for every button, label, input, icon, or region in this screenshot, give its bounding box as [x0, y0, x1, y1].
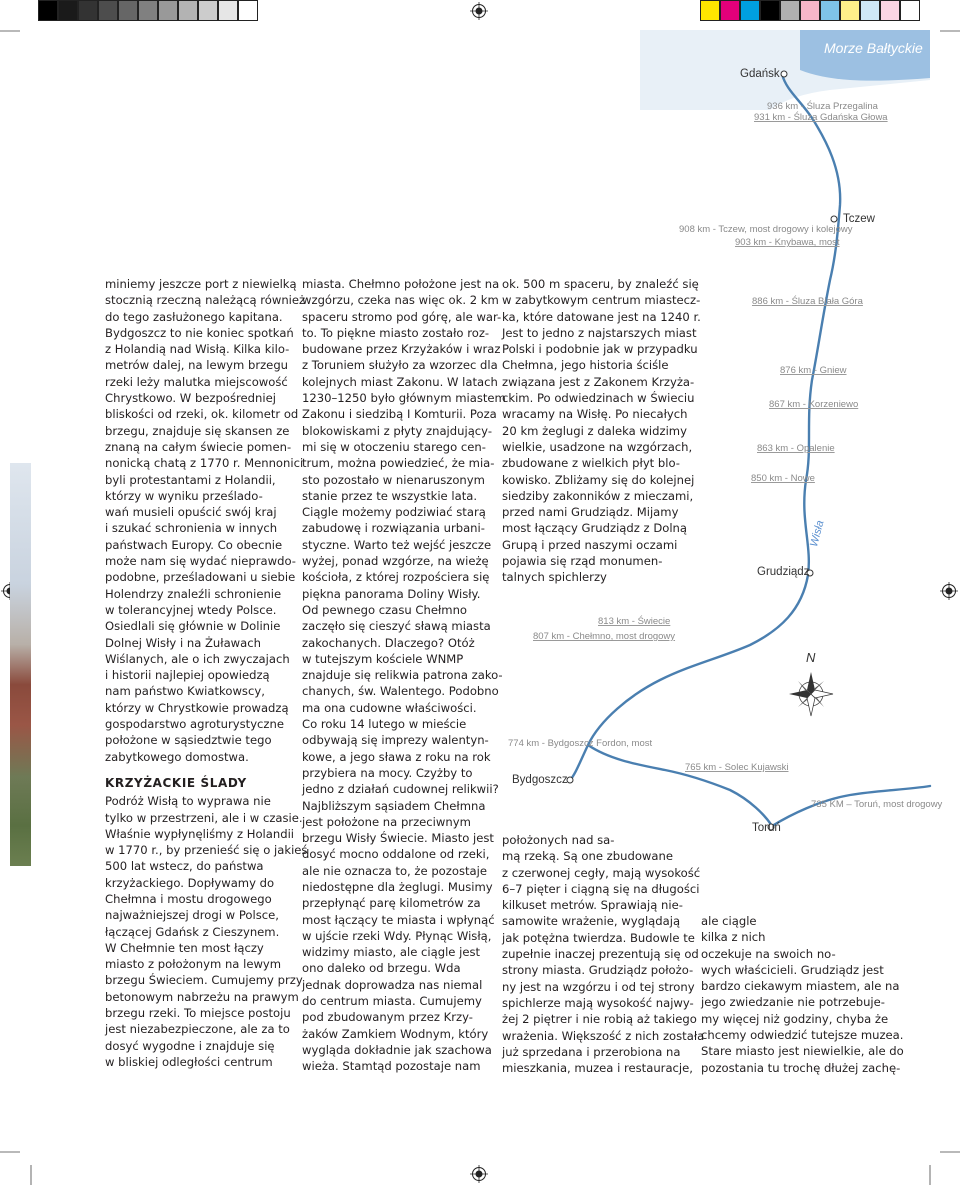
body-text-line: wieża. Stamtąd pozostaje nam: [302, 1059, 481, 1074]
body-text-line: bardzo ciekawym miastem, ale na: [701, 979, 900, 994]
body-text-line: miasta. Chełmno położone jest na: [302, 277, 500, 291]
km-label: 903 km - Knybawa, most: [735, 237, 840, 248]
body-text-line: rzeki leży malutka miejscowość: [105, 374, 288, 389]
body-text-line: spaceru stromo pod górę, ale war-: [302, 309, 502, 324]
text-column-2: [302, 276, 506, 1075]
body-text-line: 20 km żeglugi z daleka widzimy: [502, 423, 687, 438]
body-text-line: pod zbudowanym przez Krzy-: [302, 1010, 473, 1025]
compass-rose-icon: [789, 672, 833, 716]
body-text-line: miasto z położonym na lewym: [105, 957, 282, 972]
body-text-line: brzegu Wisły Świecie. Miasto jest: [302, 831, 494, 846]
km-label: 886 km - Śluza Biała Góra: [752, 296, 863, 307]
city-label-torun: Toruń: [752, 822, 781, 834]
km-label: 876 km - Gniew: [780, 365, 847, 376]
body-text-line: Chełmna, jego historia ściśle: [502, 358, 669, 373]
km-label: 908 km - Tczew, most drogowy i kolejowy: [679, 224, 853, 235]
text-column-3-continued: [502, 832, 704, 1076]
body-text-line: z Holandią nad Wisłą. Kilka kilo-: [105, 342, 290, 357]
body-text-line: państwach Europy. Co obecnie: [105, 537, 283, 552]
body-text-line: z czerwonej cegły, mają wysokość: [502, 865, 701, 880]
city-label-gdansk: Gdańsk: [740, 68, 780, 80]
body-text-line: Wiślanych, ale o ich zwyczajach: [105, 651, 290, 666]
body-text-line: w 1770 r., by przenieść się o jakieś: [105, 843, 308, 858]
body-text-line: najważniejszej drogi w Polsce,: [105, 908, 279, 923]
body-text-line: most łączący Grudziądz z Dolną: [502, 521, 688, 536]
body-text-line: jego zwiedzanie nie potrzebuje-: [701, 995, 885, 1010]
body-text-line: Co roku 14 lutego w mieście: [302, 717, 467, 732]
body-text-line: znajduje się relikwia patrona zako-: [302, 668, 503, 683]
body-text-line: do centrum miasta. Cumujemy: [302, 994, 482, 1009]
body-text-line: kilkuset metrów. Sprawiają nie-: [502, 898, 683, 913]
body-text-line: miniemy jeszcze port z niewielką: [105, 277, 297, 291]
body-text-line: ma ona cudowne właściwości.: [302, 700, 477, 715]
city-marker: [781, 71, 787, 77]
body-text-line: talnych spichlerzy: [502, 570, 607, 585]
body-text-line: w bliskiej odległości centrum: [105, 1054, 273, 1069]
body-text-line: ka, które datowane jest na 1240 r.: [502, 309, 701, 324]
body-text-line: z Toruniem służyło za wzorzec dla: [302, 358, 498, 373]
body-text-line: wyżej, ponad wzgórze, na wieżę: [302, 554, 489, 569]
body-text-line: Polski i podobnie jak w przypadku: [502, 342, 698, 357]
body-text-line: ale nie oznacza to, że pozostaje: [302, 863, 488, 878]
body-text-line: wrażenia. Większość z nich została: [502, 1028, 705, 1043]
body-text-line: to. To piękne miasto zostało roz-: [302, 325, 490, 340]
body-text-line: Jest to jedno z najstarszych miast: [502, 325, 697, 340]
body-text-line: W Chełmnie ten most łączy: [105, 940, 264, 955]
body-text-line: oczekuje na swoich no-: [701, 946, 836, 961]
body-text-line: którzy w wyniku prześlado-: [105, 488, 263, 503]
km-label: 774 km - Bydgoszcz Fordon, most: [508, 738, 653, 749]
body-text-line: wych właścicieli. Grudziądz jest: [701, 962, 884, 977]
body-text-line: zupełnie inaczej prezentują się od: [502, 947, 699, 962]
body-text-line: metrów dalej, na lewym brzegu: [105, 358, 289, 373]
text-column-3: [502, 276, 701, 586]
body-text-line: pozostania tu trochę dłużej zachę-: [701, 1060, 901, 1075]
body-text-line: byli protestantami z Holandii,: [105, 472, 276, 487]
km-label: 807 km - Chełmno, most drogowy: [533, 631, 676, 642]
body-text-line: w tolerancyjnej wtedy Polsce.: [105, 602, 277, 617]
body-text-line: w zabytkowym centrum miastecz-: [502, 293, 701, 308]
km-label: 863 km - Opalenie: [757, 443, 835, 454]
body-text-line: my więcej niż godziny, chyba że: [701, 1011, 889, 1026]
body-text-line: dosyć mocno oddalone od rzeki,: [302, 847, 490, 862]
body-text-line: wielkie, usadzone na wzgórzach,: [502, 439, 693, 454]
body-text-line: stocznią rzeczną należącą również: [105, 293, 306, 308]
body-text-line: odbywają się imprezy walentyn-: [302, 733, 489, 748]
body-text-line: kowisko. Zbliżamy się do kolejnej: [502, 472, 695, 487]
body-text-line: wzgórzu, czeka nas więc ok. 2 km: [302, 293, 499, 308]
km-label: 931 km - Śluza Gdańska Głowa: [754, 112, 888, 123]
body-text-line: Od pewnego czasu Chełmno: [302, 602, 468, 617]
body-text-line: nam państwo Kwiatkowscy,: [105, 684, 265, 699]
body-text-line: położone w sąsiedztwie tego: [105, 733, 272, 748]
body-text-line: wań musieli opuścić swój kraj: [105, 505, 277, 520]
body-text-line: Chrystkowo. W bezpośredniej: [105, 391, 276, 406]
body-text-line: jednak doprowadza nas niemal: [302, 977, 483, 992]
body-text-line: żej 2 piętrer i nie robią aż takiego: [502, 1012, 697, 1027]
body-text-line: kościoła, z której rozpościera się: [302, 570, 490, 585]
body-text-line: 6–7 pięter i ciągną się na długości: [502, 881, 700, 896]
body-text-line: Stare miasto jest niewielkie, ale do: [701, 1044, 904, 1059]
body-text-line: przepłynąć parę kilometrów za: [302, 896, 481, 911]
north-label: N: [806, 650, 816, 665]
body-text-line: bliskości od rzeki, ok. kilometr od: [105, 407, 299, 422]
body-text-line: stanie przez te wszystkie lata.: [302, 488, 478, 503]
body-text-line: nonicką chatą z 1770 r. Mennonici: [105, 456, 304, 471]
body-text-line: Osiedlali się głównie w Dolinie: [105, 619, 281, 634]
body-text-line: chcemy odwiedzić tutejsze muzea.: [701, 1028, 904, 1043]
body-text-line: chanych, św. Walentego. Podobno: [302, 684, 499, 699]
body-text-line: most łączący te miasta i wpłynąć: [302, 912, 495, 927]
body-text-line: Grupą i przed naszymi oczami: [502, 537, 678, 552]
city-label-grudziadz: Grudziądz: [757, 566, 810, 578]
body-text-line: tylko w przestrzeni, ale i w czasie.: [105, 810, 303, 825]
km-label: 867 km - Korzeniewo: [769, 399, 859, 410]
body-text-line: mi się w otoczeniu starego cen-: [302, 439, 486, 454]
body-text-line: niedostępne dla żeglugi. Musimy: [302, 879, 493, 894]
body-text-line: Podróż Wisłą to wyprawa nie: [105, 794, 271, 809]
body-text-line: mą rzeką. Są one zbudowane: [502, 849, 673, 864]
section-heading: KRZYŻACKIE ŚLADY: [105, 775, 247, 790]
body-text-line: położonych nad sa-: [502, 833, 615, 847]
body-text-line: przybiera na mocy. Czyżby to: [302, 765, 473, 780]
km-label: 813 km - Świecie: [598, 616, 671, 627]
body-text-line: samowite wrażenie, wyglądają: [502, 914, 681, 929]
km-label: 936 km - Śluza Przegalina: [767, 101, 878, 112]
body-text-line: i szukać schronienia w innych: [105, 521, 278, 536]
body-text-line: przed nami Grudziądz. Mijamy: [502, 505, 679, 520]
body-text-line: wygląda dokładnie jak szachowa: [302, 1042, 492, 1057]
body-text-line: zakochanych. Dlaczego? Otóż: [302, 635, 475, 650]
body-text-line: zabudowę i rozwiązania urbani-: [302, 521, 485, 536]
body-text-line: brzegu Świeciem. Cumujemy przy: [105, 973, 303, 988]
body-text-line: Najbliższym sąsiadem Chełmna: [302, 798, 486, 813]
body-text-line: którzy w Chrystkowie prowadzą: [105, 700, 289, 715]
body-text-line: ono daleko od brzegu. Wda: [302, 961, 461, 976]
body-text-line: kolejnych miast Zakonu. W latach: [302, 374, 498, 389]
body-text-line: 1230–1250 było głównym miastem: [302, 391, 506, 406]
body-text-line: pojawia się rząd monumen-: [502, 554, 663, 569]
body-text-line: zabytkowego domostwa.: [105, 749, 249, 764]
body-text-line: brzegu rzeki. To miejsce postoju: [105, 1006, 291, 1021]
body-text-line: Właśnie wypłynęliśmy z Holandii: [105, 826, 295, 841]
city-label-bydgoszcz: Bydgoszcz: [512, 774, 568, 786]
river-label: Wisła: [808, 519, 827, 549]
body-text-line: siedziby zakonników z mieczami,: [502, 488, 694, 503]
body-text-line: kowe, a jego sława z roku na rok: [302, 749, 491, 764]
body-text-line: Dolnej Wisły i na Żuławach: [105, 635, 261, 650]
body-text-line: w ujście rzeki Wdy. Płynąc Wisłą,: [302, 928, 492, 943]
body-text-line: wracamy na Wisłę. Po niecałych: [502, 407, 688, 422]
body-text-line: ckim. Po odwiedzinach w Świeciu: [502, 391, 695, 406]
body-text-line: brzegu, znajduje się skansen ze: [105, 423, 290, 438]
body-text-line: podobne, prześladowani u siebie: [105, 570, 296, 585]
km-label: 735 KM – Toruń, most drogowy: [811, 799, 943, 810]
body-text-line: piękna panorama Doliny Wisły.: [302, 586, 481, 601]
text-column-4: [701, 913, 904, 1076]
body-text-line: jest położone na przeciwnym: [302, 814, 471, 829]
body-text-line: budowane przez Krzyżaków i wraz: [302, 342, 501, 357]
body-text-line: łączącej Gdańsk z Cieszynem.: [105, 924, 280, 939]
body-text-line: kilka z nich: [701, 930, 766, 945]
body-text-line: strony miasta. Grudziądz położo-: [502, 963, 694, 978]
body-text-line: i historii najlepiej opowiedzą: [105, 668, 270, 683]
body-text-line: dosyć wygodne i znajduje się: [105, 1038, 275, 1053]
city-marker: [831, 216, 837, 222]
body-text-line: żaków Zamkiem Wodnym, który: [302, 1026, 489, 1041]
body-text-line: Holendrzy znaleźli schronienie: [105, 586, 282, 601]
body-text-line: już sprzedana i przerobiona na: [502, 1044, 681, 1059]
body-text-line: ny jest na wzgórzu i od tej strony: [502, 979, 695, 994]
body-text-line: ok. 500 m spaceru, by znaleźć się: [502, 277, 699, 291]
body-text-line: Chełmna i mostu drogowego: [105, 891, 272, 906]
body-text-line: znaną na całym świecie pomen-: [105, 439, 292, 454]
body-text-line: mieszkania, muzea i restauracje,: [502, 1061, 693, 1076]
body-text-line: blokowiskami z płyty znajdujący-: [302, 423, 493, 438]
body-text-line: spichlerze mają wysokość najwy-: [502, 995, 694, 1010]
body-text-line: w tutejszym kościele WNMP: [302, 651, 464, 666]
body-text-line: jest niezabezpieczone, ale za to: [105, 1022, 290, 1037]
body-text-line: styczne. Warto też wejść jeszcze: [302, 537, 492, 552]
body-text-line: jak potężna twierdza. Budowle te: [502, 930, 695, 945]
body-text-line: zaczęło się cieszyć sławą miasta: [302, 619, 491, 634]
body-text-line: Ciągle możemy podziwiać starą: [302, 505, 486, 520]
body-text-line: Bydgoszcz to nie koniec spotkań: [105, 325, 294, 340]
body-text-line: jedno z działań cudownej relikwii?: [302, 782, 499, 797]
text-column-1: [105, 276, 307, 1070]
body-text-line: ale ciągle: [701, 914, 757, 928]
body-text-line: sto pozostało w nienaruszonym: [302, 472, 485, 487]
km-label: 765 km - Solec Kujawski: [685, 762, 789, 773]
km-label: 850 km - Nowe: [751, 473, 815, 484]
sea-label: Morze Bałtyckie: [824, 40, 923, 56]
body-text-line: zbudowane z wielkich płyt blo-: [502, 456, 680, 471]
body-text-line: gospodarstwo agroturystyczne: [105, 717, 285, 732]
body-text-line: do tego zasłużonego kapitana.: [105, 309, 283, 324]
city-label-tczew: Tczew: [843, 213, 875, 225]
body-text-line: związana jest z Zakonem Krzyża-: [502, 374, 695, 389]
body-text-line: betonowym nabrzeżu na prawym: [105, 989, 299, 1004]
body-text-line: widzimy miasto, ale ciągle jest: [302, 945, 481, 960]
body-text-line: trum, można powiedzieć, że mia-: [302, 456, 495, 471]
body-text-line: 500 lat wstecz, do państwa: [105, 859, 264, 874]
body-text-line: krzyżackiego. Dopływamy do: [105, 875, 275, 890]
body-text-line: Zakonu i siedzibą I Komturii. Poza: [302, 407, 497, 422]
body-text-line: może nam się wydać nieprawdo-: [105, 554, 296, 569]
